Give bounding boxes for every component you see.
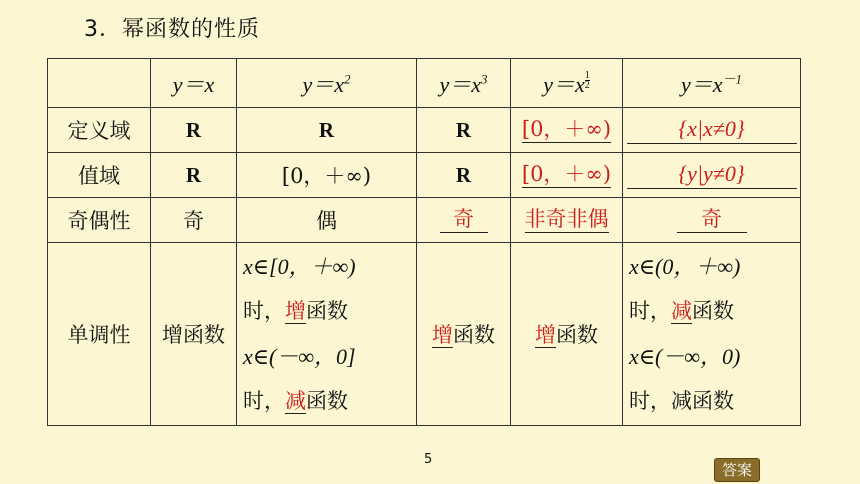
parity-c1: 奇 [151, 198, 237, 243]
section-title: 3．幂函数的性质 [84, 17, 260, 42]
domain-c1: R [151, 108, 237, 153]
power-function-properties-table [47, 58, 801, 426]
monotonicity-row [48, 243, 801, 426]
parity-row [48, 198, 801, 243]
domain-c5: {x|x≠0} [623, 108, 801, 153]
mono-c3: 增函数 [417, 243, 511, 426]
range-c2: [0，＋∞) [237, 153, 417, 198]
parity-c3: 奇 [417, 198, 511, 243]
domain-c4: [0，＋∞) [511, 108, 623, 153]
parity-c4: 非奇非偶 [511, 198, 623, 243]
parity-label: 奇偶性 [48, 198, 151, 243]
header-y-x: y＝x [151, 59, 237, 108]
header-y-x2: $y=x^2$ [237, 59, 417, 108]
header-y-x3: $y=x^3$ [417, 59, 511, 108]
range-c4: [0，＋∞) [511, 153, 623, 198]
header-empty [48, 59, 151, 108]
domain-c2: R [237, 108, 417, 153]
domain-label: 定义域 [48, 108, 151, 153]
mono-c1: 增函数 [151, 243, 237, 426]
answer-button[interactable]: 答案 [714, 458, 760, 482]
page-number: 5 [424, 452, 433, 467]
mono-c2: x∈[0，＋∞) 时，增函数 x∈(－∞，0] 时，减函数 [237, 243, 417, 426]
range-row [48, 153, 801, 198]
range-c3: R [417, 153, 511, 198]
header-y-x-neg1: $y=x^{-1}$ [623, 59, 801, 108]
range-label: 值域 [48, 153, 151, 198]
mono-label: 单调性 [48, 243, 151, 426]
range-c5: {y|y≠0} [623, 153, 801, 198]
parity-c2: 偶 [237, 198, 417, 243]
header-row [48, 59, 801, 108]
mono-c4: 增函数 [511, 243, 623, 426]
parity-c5: 奇 [623, 198, 801, 243]
header-y-x-half: y＝x $\frac{1}{2}$ [511, 59, 623, 108]
domain-c3: R [417, 108, 511, 153]
domain-row [48, 108, 801, 153]
range-c1: R [151, 153, 237, 198]
mono-c5: x∈(0，＋∞) 时，减函数 x∈(－∞，0) 时，减函数 [623, 243, 801, 426]
